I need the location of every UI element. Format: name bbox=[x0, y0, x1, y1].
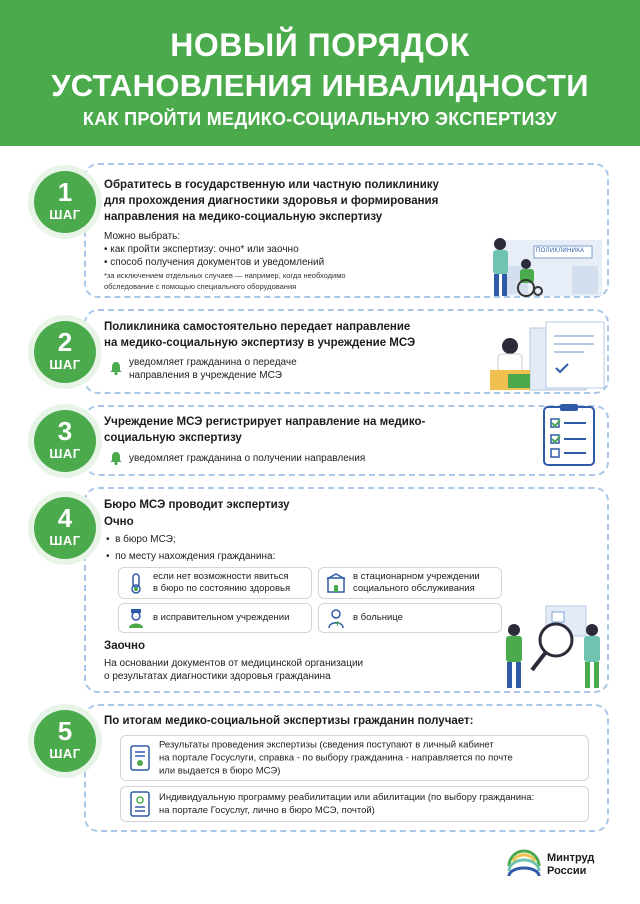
step1-title-l1: Обратитесь в государственную или частную поликлинику bbox=[104, 179, 439, 191]
program-document-icon bbox=[129, 791, 151, 817]
step1-option-1: • как пройти экспертизу: очно* или заочно bbox=[104, 244, 299, 255]
result-rehabilitation-program: Индивидуальную программу реабилитации или абилитации (по выбору гражданина: на портале Госуслуг, лично в бюро МСЭ, почтой) bbox=[120, 786, 589, 822]
logo-text-l2: России bbox=[547, 865, 587, 877]
bell-icon bbox=[108, 360, 124, 376]
officer-icon bbox=[125, 607, 147, 629]
step4-zaochno-heading: Заочно bbox=[104, 640, 145, 652]
step1-note-l1: *за исключением отдельных случаев — например, когда необходимо bbox=[104, 271, 346, 280]
option-health: если нет возможности явиться в бюро по состоянию здоровья bbox=[118, 567, 312, 599]
thermometer-icon bbox=[125, 572, 147, 594]
clinic-sign: ПОЛИКЛИНИКА bbox=[536, 248, 585, 254]
step2-notify-l1: уведомляет гражданина о передаче bbox=[129, 357, 297, 368]
step2-title-l2: на медико-социальную экспертизу в учреждение МСЭ bbox=[104, 337, 416, 349]
step4-ochno-heading: Очно bbox=[104, 516, 134, 528]
bell-icon bbox=[108, 450, 124, 466]
step1-number: 1 bbox=[57, 177, 73, 207]
step1-title-l2: для прохождения диагностики здоровья и формирования bbox=[104, 195, 439, 207]
step4-bullet-2: • по месту нахождения гражданина: bbox=[106, 551, 276, 562]
step2-label: ШАГ bbox=[49, 357, 81, 372]
result-expertise: Результаты проведения экспертизы (сведения поступают в личный кабинет на портале Госуслуги, справка - по выбору гражданина - направляется по почте или выдается в бюро МСЭ) bbox=[120, 735, 589, 781]
step3-label: ШАГ bbox=[49, 446, 81, 461]
step2-title-l1: Поликлиника самостоятельно передает направление bbox=[104, 321, 411, 333]
step1-choose: Можно выбрать: bbox=[104, 231, 181, 242]
option-social-institution: в стационарном учреждении социального обслуживания bbox=[318, 567, 502, 599]
step2-badge bbox=[34, 321, 96, 383]
step5-title: По итогам медико-социальной экспертизы гражданин получает: bbox=[104, 715, 474, 727]
step1-badge bbox=[34, 171, 96, 233]
step2-notify-l2: направления в учреждение МСЭ bbox=[129, 370, 282, 381]
step4-title: Бюро МСЭ проводит экспертизу bbox=[104, 499, 290, 511]
step4-badge bbox=[34, 497, 96, 559]
certificate-document-icon bbox=[129, 745, 151, 771]
building-icon bbox=[325, 572, 347, 594]
step5-badge bbox=[34, 710, 96, 772]
logo-text-l1: Минтруд bbox=[547, 852, 595, 864]
step4-bullet-1: • в бюро МСЭ; bbox=[106, 534, 176, 545]
doctor-icon bbox=[325, 607, 347, 629]
step2-number: 2 bbox=[57, 327, 73, 357]
step5-number: 5 bbox=[57, 716, 73, 746]
header-subtitle: КАК ПРОЙТИ МЕДИКО-СОЦИАЛЬНУЮ ЭКСПЕРТИЗУ bbox=[82, 109, 558, 129]
step3-notify: уведомляет гражданина о получении направления bbox=[129, 453, 366, 464]
step4-zaochno-l2: о результатах диагностики здоровья гражданина bbox=[104, 671, 331, 682]
clinic-illustration bbox=[482, 232, 607, 298]
option-hospital: в больнице bbox=[318, 603, 502, 633]
step1-title-l3: направления на медико-социальную экспертизу bbox=[104, 211, 383, 223]
header-banner bbox=[0, 0, 640, 146]
step1-note-l2: обследование с помощью специального оборудования bbox=[104, 282, 297, 291]
step3-badge bbox=[34, 410, 96, 472]
step1-label: ШАГ bbox=[49, 207, 81, 222]
header-title-line2: УСТАНОВЛЕНИЯ ИНВАЛИДНОСТИ bbox=[51, 68, 589, 103]
header-title-line1: НОВЫЙ ПОРЯДОК bbox=[170, 27, 470, 63]
step4-label: ШАГ bbox=[49, 533, 81, 548]
checklist-icon bbox=[538, 403, 600, 467]
option-correctional: в исправительном учреждении bbox=[118, 603, 312, 633]
magnifier-experts-illustration bbox=[488, 600, 610, 692]
step4-number: 4 bbox=[57, 503, 73, 533]
step5-label: ШАГ bbox=[49, 746, 81, 761]
mintrud-emblem-icon bbox=[505, 844, 543, 882]
step3-number: 3 bbox=[57, 416, 73, 446]
step1-option-2: • способ получения документов и уведомлений bbox=[104, 257, 325, 268]
laptop-documents-illustration bbox=[486, 318, 608, 394]
step4-zaochno-l1: На основании документов от медицинской организации bbox=[104, 658, 364, 669]
step3-title-l2: социальную экспертизу bbox=[104, 432, 242, 444]
step3-title-l1: Учреждение МСЭ регистрирует направление на медико- bbox=[104, 416, 426, 428]
